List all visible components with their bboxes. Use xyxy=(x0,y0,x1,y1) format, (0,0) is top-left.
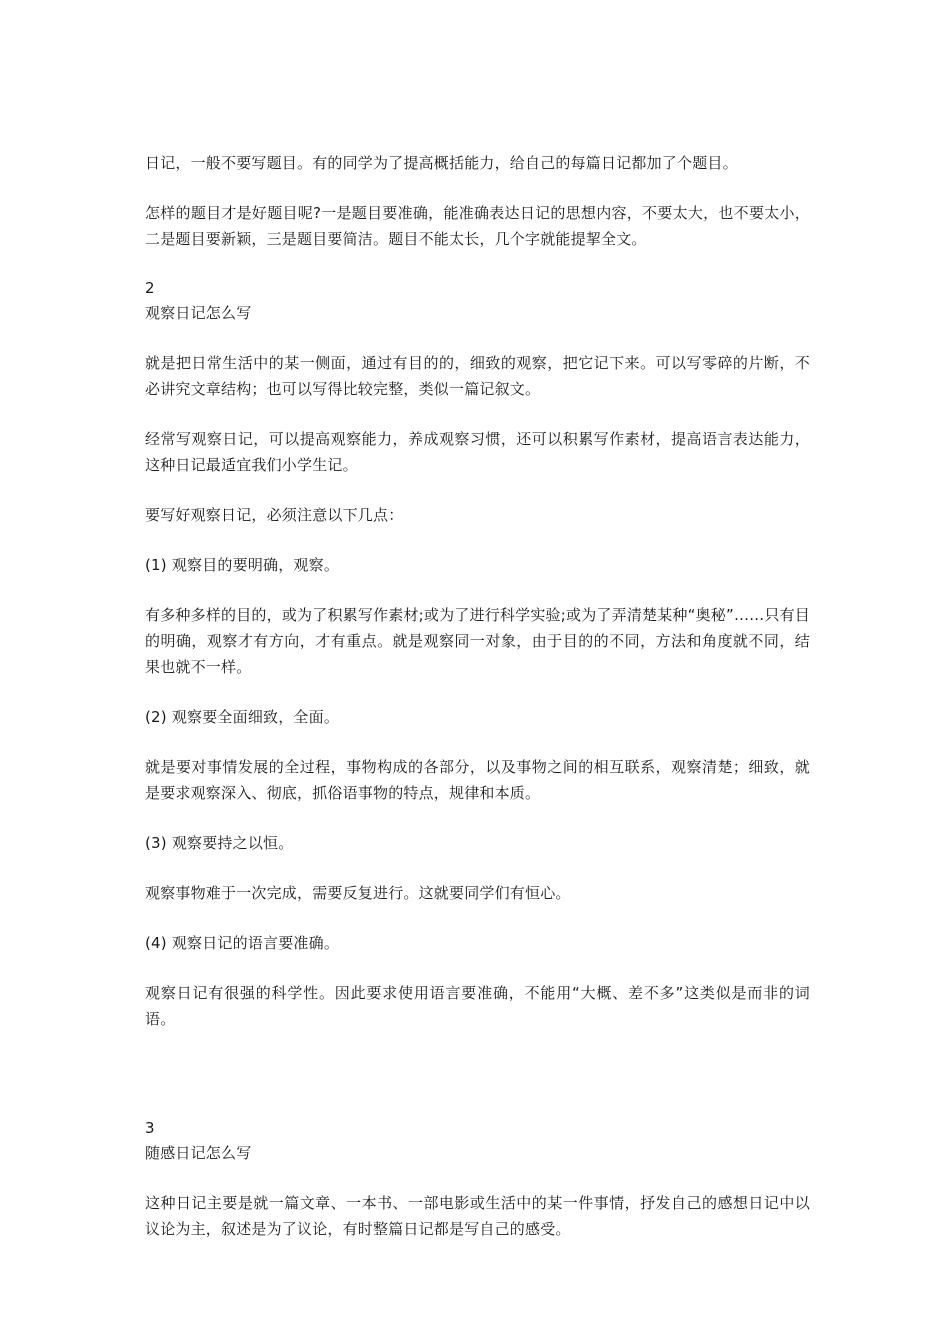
paragraph: 经常写观察日记，可以提高观察能力，养成观察习惯，还可以积累写作素材，提高语言表达能力，这种日记最适宜我们小学生记。 xyxy=(145,430,810,474)
section-title: 随感日记怎么写 xyxy=(145,1144,252,1162)
section-heading-3 xyxy=(145,1116,810,1166)
spacer xyxy=(145,1056,810,1116)
list-point-4: (4) 观察日记的语言要准确。 xyxy=(145,934,340,952)
section-number: 2 xyxy=(145,279,155,297)
list-point-1: (1) 观察目的要明确，观察。 xyxy=(145,556,340,574)
paragraph: 观察日记有很强的科学性。因此要求使用语言要准确，不能用“大概、差不多”这类似是而非的词语。 xyxy=(145,984,810,1028)
document-body xyxy=(145,150,810,1266)
paragraph: 这种日记主要是就一篇文章、一本书、一部电影或生活中的某一件事情，抒发自己的感想日记中以议论为主，叙述是为了议论，有时整篇日记都是写自己的感受。 xyxy=(145,1194,810,1238)
paragraph: 观察事物难于一次完成，需要反复进行。这就要同学们有恒心。 xyxy=(145,884,571,902)
paragraph: 要写好观察日记，必须注意以下几点： xyxy=(145,506,404,524)
list-point-3: (3) 观察要持之以恒。 xyxy=(145,834,294,852)
paragraph: 就是要对事情发展的全过程，事物构成的各部分，以及事物之间的相互联系，观察清楚；细致，就是要求观察深入、彻底，抓俗语事物的特点，规律和本质。 xyxy=(145,758,810,802)
paragraph: 日记，一般不要写题目。有的同学为了提高概括能力，给自己的每篇日记都加了个题目。 xyxy=(145,154,738,172)
paragraph: 有多种多样的目的，或为了积累写作素材;或为了进行科学实验;或为了弄清楚某种“奥秘”……只有目的明确，观察才有方向，才有重点。就是观察同一对象，由于目的的不同，方法和角度就不同，结果也就不一样。 xyxy=(145,606,810,676)
paragraph: 就是把日常生活中的某一侧面，通过有目的的，细致的观察，把它记下来。可以写零碎的片断，不必讲究文章结构；也可以写得比较完整，类似一篇记叙文。 xyxy=(145,354,810,398)
section-heading-2 xyxy=(145,276,810,326)
section-number: 3 xyxy=(145,1119,155,1137)
paragraph: 怎样的题目才是好题目呢?一是题目要准确，能准确表达日记的思想内容，不要太大，也不要太小，二是题目要新颖，三是题目要简洁。题目不能太长，几个字就能提挈全文。 xyxy=(145,204,810,248)
list-point-2: (2) 观察要全面细致，全面。 xyxy=(145,708,340,726)
section-title: 观察日记怎么写 xyxy=(145,304,252,322)
